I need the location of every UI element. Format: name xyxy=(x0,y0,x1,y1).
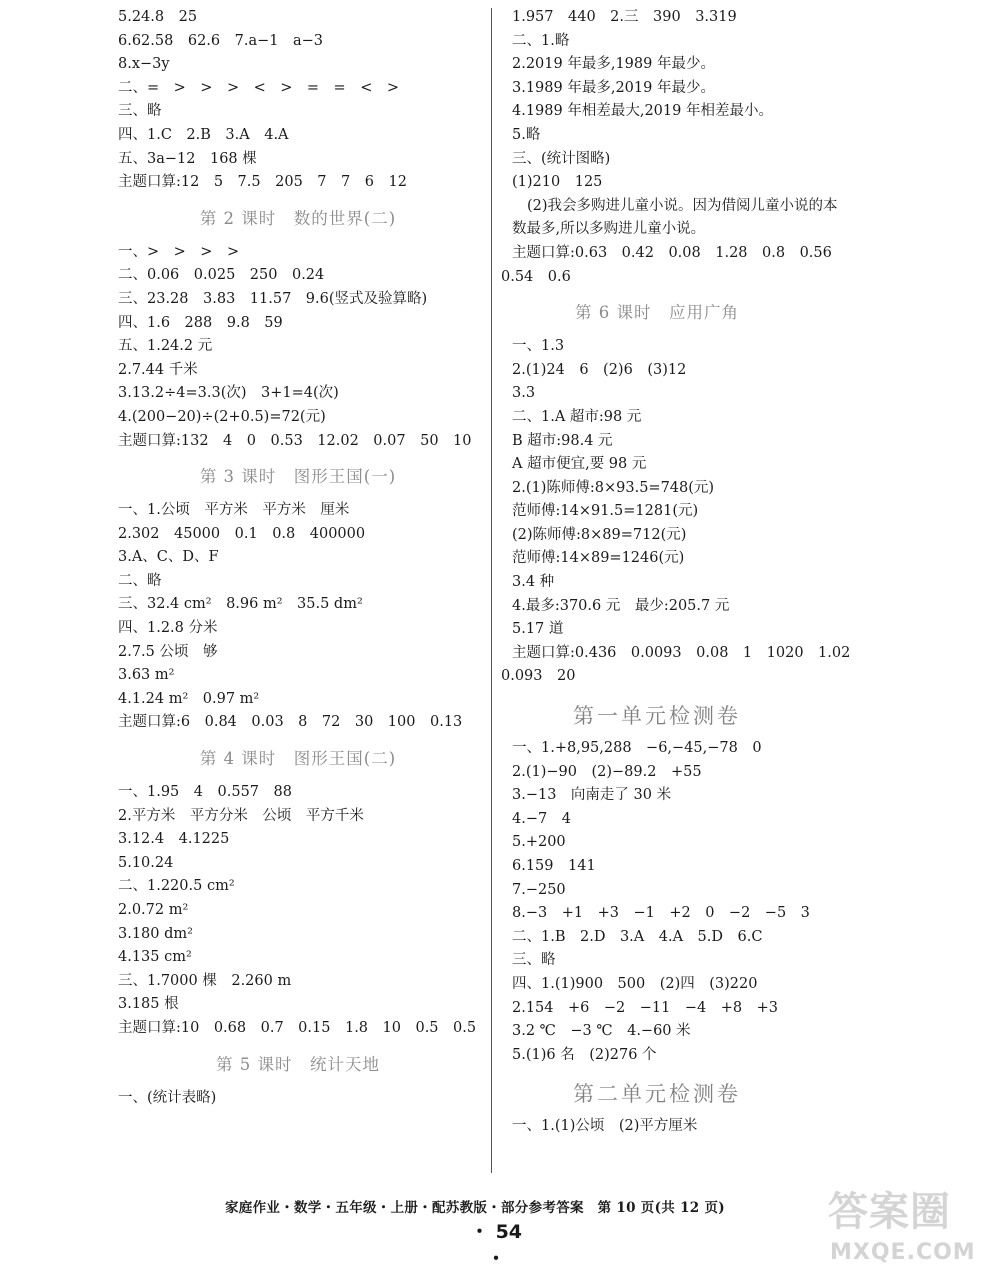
column-divider xyxy=(491,8,492,1173)
unit-test-heading: 第二单元检测卷 xyxy=(573,1082,741,1107)
section-heading: 第 4 课时 图形王国(二) xyxy=(199,749,397,769)
answer-line: 1.957 440 2.三 390 3.319 xyxy=(512,9,737,25)
oral-calc-line: 主题口算:132 4 0 0.53 12.02 0.07 50 10 xyxy=(118,432,472,449)
answer-line: 5.17 道 xyxy=(512,621,564,638)
answer-line: 2.0.72 m² xyxy=(118,902,189,918)
answer-line: 4.(200−20)÷(2+0.5)=72(元) xyxy=(118,408,326,425)
answer-line: 二、1.略 xyxy=(512,32,570,49)
answer-line: 5.略 xyxy=(512,126,541,143)
answer-line: 五、1.24.2 元 xyxy=(118,338,213,355)
page-number: ・ 54 ・ xyxy=(469,1221,523,1270)
answer-line: 3.3 xyxy=(512,385,536,402)
answer-line: 2.(1)陈师傅:8×93.5=748(元) xyxy=(512,479,715,496)
answer-line: 四、1.C 2.B 3.A 4.A xyxy=(118,126,289,143)
answer-line: 2.7.44 千米 xyxy=(118,361,198,378)
answer-line: (2)我会多购进儿童小说。因为借阅儿童小说的本 xyxy=(527,197,838,214)
answer-line: 一、> > > > xyxy=(118,243,240,260)
answer-line: 二、1.B 2.D 3.A 4.A 5.D 6.C xyxy=(512,928,763,945)
answer-line: 三、(统计图略) xyxy=(512,150,611,167)
oral-calc-line: 主题口算:12 5 7.5 205 7 7 6 12 xyxy=(118,174,407,191)
section-heading: 第 2 课时 数的世界(二) xyxy=(199,208,397,228)
answer-line: 7.−250 xyxy=(512,881,566,898)
answer-line: 2.(1)−90 (2)−89.2 +55 xyxy=(512,763,702,780)
answer-line: 一、1.公顷 平方米 平方米 厘米 xyxy=(118,502,350,519)
answer-line: 四、1.2.8 分米 xyxy=(118,620,218,637)
answer-line: B 超市:98.4 元 xyxy=(512,432,613,449)
section-heading: 第 6 课时 应用广角 xyxy=(575,303,739,323)
oral-calc-line: 0.54 0.6 xyxy=(501,268,571,285)
answer-line: A 超市便宜,要 98 元 xyxy=(512,456,647,473)
answer-line: 5.+200 xyxy=(512,834,566,851)
answer-line: 范师傅:14×91.5=1281(元) xyxy=(512,503,699,520)
oral-calc-line: 0.093 20 xyxy=(501,668,576,685)
answer-line: 三、略 xyxy=(118,103,162,120)
answer-line: 2.302 45000 0.1 0.8 400000 xyxy=(118,525,366,542)
answer-line: 3.1989 年最多,2019 年最少。 xyxy=(512,79,715,96)
answer-line: 2.平方米 平方分米 公顷 平方千米 xyxy=(118,807,364,824)
unit-test-heading: 第一单元检测卷 xyxy=(573,704,741,729)
section-heading: 第 3 课时 图形王国(一) xyxy=(199,467,397,487)
page-footer: 家庭作业・数学・五年级・上册・配苏教版・部分参考答案 第 10 页(共 12 页) xyxy=(225,1200,725,1216)
oral-calc-line: 主题口算:10 0.68 0.7 0.15 1.8 10 0.5 0.5 xyxy=(118,1019,477,1036)
watermark-url: MXQE.COM xyxy=(830,1240,976,1265)
answer-line: 2.(1)24 6 (2)6 (3)12 xyxy=(512,361,687,378)
left-column xyxy=(118,6,478,1110)
answer-line: 4.−7 4 xyxy=(512,810,571,827)
answer-line: 3.−13 向南走了 30 米 xyxy=(512,787,672,804)
answer-line: (2)陈师傅:8×89=712(元) xyxy=(512,526,687,543)
answer-line: 数最多,所以多购进儿童小说。 xyxy=(512,221,706,238)
answer-line: 2.2019 年最多,1989 年最少。 xyxy=(512,56,715,73)
answer-line: 范师傅:14×89=1246(元) xyxy=(512,550,685,567)
answer-line: 5.10.24 xyxy=(118,854,174,871)
answer-line: 三、23.28 3.83 11.57 9.6(竖式及验算略) xyxy=(118,290,428,307)
answer-line: (1)210 125 xyxy=(512,174,603,191)
answer-line: 四、1.6 288 9.8 59 xyxy=(118,314,283,331)
answer-line: 一、1.95 4 0.557 88 xyxy=(118,784,292,801)
oral-calc-line: 主题口算:0.63 0.42 0.08 1.28 0.8 0.56 xyxy=(512,244,832,261)
answer-line: 3.180 dm² xyxy=(118,925,193,942)
answer-line: 3.185 根 xyxy=(118,996,179,1013)
right-column xyxy=(501,6,851,1139)
answer-line: 3.13.2÷4=3.3(次) 3+1=4(次) xyxy=(118,385,339,402)
watermark-logo xyxy=(820,1178,980,1278)
answer-line: 三、1.7000 棵 2.260 m xyxy=(118,972,292,989)
answer-line: 8.−3 +1 +3 −1 +2 0 −2 −5 3 xyxy=(512,905,810,922)
answer-line: 一、(统计表略) xyxy=(118,1089,217,1106)
answer-line: 4.1.24 m² 0.97 m² xyxy=(118,690,260,707)
answer-line: 二、略 xyxy=(118,572,162,589)
answer-line: 三、32.4 cm² 8.96 m² 35.5 dm² xyxy=(118,596,363,613)
answer-line: 一、1.(1)公顷 (2)平方厘米 xyxy=(512,1118,698,1135)
answer-line: 五、3a−12 168 棵 xyxy=(118,150,257,167)
answer-line: 4.1989 年相差最大,2019 年相差最小。 xyxy=(512,103,773,120)
answer-line: 3.A、C、D、F xyxy=(118,549,219,566)
answer-line: 4.最多:370.6 元 最少:205.7 元 xyxy=(512,597,730,614)
answer-line: 6.62.58 62.6 7.a−1 a−3 xyxy=(118,32,324,49)
answer-line: 8.x−3y xyxy=(118,56,170,73)
answer-line: 5.24.8 25 xyxy=(118,9,198,25)
oral-calc-line: 主题口算:0.436 0.0093 0.08 1 1020 1.02 xyxy=(512,644,851,661)
answer-line: 一、1.3 xyxy=(512,338,565,355)
answer-line: 一、1.+8,95,288 −6,−45,−78 0 xyxy=(512,740,762,757)
answer-line: 5.(1)6 名 (2)276 个 xyxy=(512,1046,657,1063)
answer-line: 三、略 xyxy=(512,952,556,969)
answer-line: 二、= > > > < > = = < > xyxy=(118,79,399,96)
answer-line: 3.2 ℃ −3 ℃ 4.−60 米 xyxy=(512,1023,691,1040)
answer-line: 2.7.5 公顷 够 xyxy=(118,643,218,660)
answer-line: 3.4 种 xyxy=(512,574,555,591)
answer-line: 二、1.220.5 cm² xyxy=(118,878,235,895)
watermark-text: 答案圈 xyxy=(828,1189,951,1235)
answer-line: 3.12.4 4.1225 xyxy=(118,831,230,848)
answer-line: 二、1.A 超市:98 元 xyxy=(512,408,642,425)
answer-line: 6.159 141 xyxy=(512,858,596,874)
answer-line: 4.135 cm² xyxy=(118,949,192,966)
answer-line: 二、0.06 0.025 250 0.24 xyxy=(118,267,325,284)
answer-line: 2.154 +6 −2 −11 −4 +8 +3 xyxy=(512,999,778,1016)
oral-calc-line: 主题口算:6 0.84 0.03 8 72 30 100 0.13 xyxy=(118,714,463,731)
answer-line: 四、1.(1)900 500 (2)四 (3)220 xyxy=(512,975,758,992)
section-heading: 第 5 课时 统计天地 xyxy=(216,1054,380,1074)
answer-line: 3.63 m² xyxy=(118,667,175,684)
